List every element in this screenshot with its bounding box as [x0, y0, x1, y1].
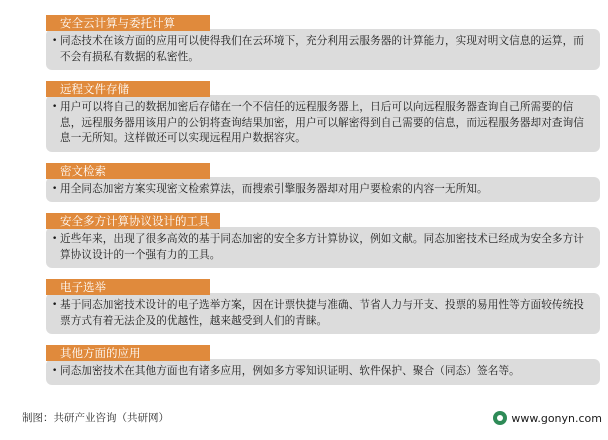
section-body: [46, 95, 600, 152]
section-body: [46, 227, 600, 268]
bullet-item: [52, 100, 588, 147]
bullet-item: [52, 182, 588, 198]
bullet-icon: •: [52, 234, 58, 244]
section-body: [46, 177, 600, 203]
section-body: [46, 359, 600, 385]
bullet-text: 基于同态加密技术设计的电子选举方案，因在计票快捷与准确、节省人力与开支、投票的易用性等方面较传统投票方式有着无法企及的优越性，越来越受到人们的青睐。: [60, 299, 584, 327]
sections-list: [46, 12, 600, 393]
bullet-icon: •: [52, 102, 58, 112]
section-other-applications: [46, 342, 600, 385]
bullet-item: [52, 34, 588, 65]
bullet-icon: •: [52, 366, 58, 376]
bullet-item: [52, 298, 588, 329]
bullet-text: 同态加密技术在其他方面也有诸多应用，例如多方零知识证明、软件保护、聚合（同态）签名等。: [60, 365, 520, 377]
section-title: 安全多方计算协议设计的工具: [46, 213, 220, 229]
bullet-text: 近些年来，出现了很多高效的基于同态加密的安全多方计算协议，例如文献。同态加密技术已经成为安全多方计算协议设计的一个强有力的工具。: [60, 233, 584, 261]
bullet-item: [52, 364, 588, 380]
section-body: [46, 29, 600, 70]
bullet-icon: •: [52, 300, 58, 310]
bullet-text: 同态技术在该方面的应用可以使得我们在云环境下，充分利用云服务器的计算能力，实现对明文信息的运算，而不会有损私有数据的私密性。: [60, 35, 584, 63]
section-cloud-computing: [46, 12, 600, 70]
section-body: [46, 293, 600, 334]
section-title: 电子选举: [46, 279, 210, 295]
site-watermark: [493, 411, 602, 425]
section-title: 密文检索: [46, 163, 210, 179]
section-ciphertext-search: [46, 160, 600, 203]
section-mpc-tool: [46, 210, 600, 268]
bullet-text: 用全同态加密方案实现密文检索算法，而搜索引擎服务器却对用户要检索的内容一无所知。: [60, 182, 488, 195]
bullet-text: 用户可以将自己的数据加密后存储在一个不信任的远程服务器上，日后可以向远程服务器查询自己所需要的信息，远程服务器用该用户的公钥将查询结果加密，用户可以解密得到自己需要的信息，而远程服务器却对查询信息一无所知。这样做还可以实现远程用户数据容灾。: [60, 101, 584, 144]
section-remote-storage: [46, 78, 600, 152]
section-title: 其他方面的应用: [46, 345, 210, 361]
bullet-item: [52, 232, 588, 263]
section-title: 远程文件存储: [46, 81, 210, 97]
site-url: www.gonyn.com: [511, 411, 602, 425]
section-e-voting: [46, 276, 600, 334]
source-credit: 制图：共研产业咨询（共研网）: [22, 412, 169, 424]
bullet-icon: •: [52, 183, 58, 194]
bullet-icon: •: [52, 36, 58, 46]
gonyn-logo-icon: [493, 411, 507, 425]
section-title: 安全云计算与委托计算: [46, 15, 210, 31]
